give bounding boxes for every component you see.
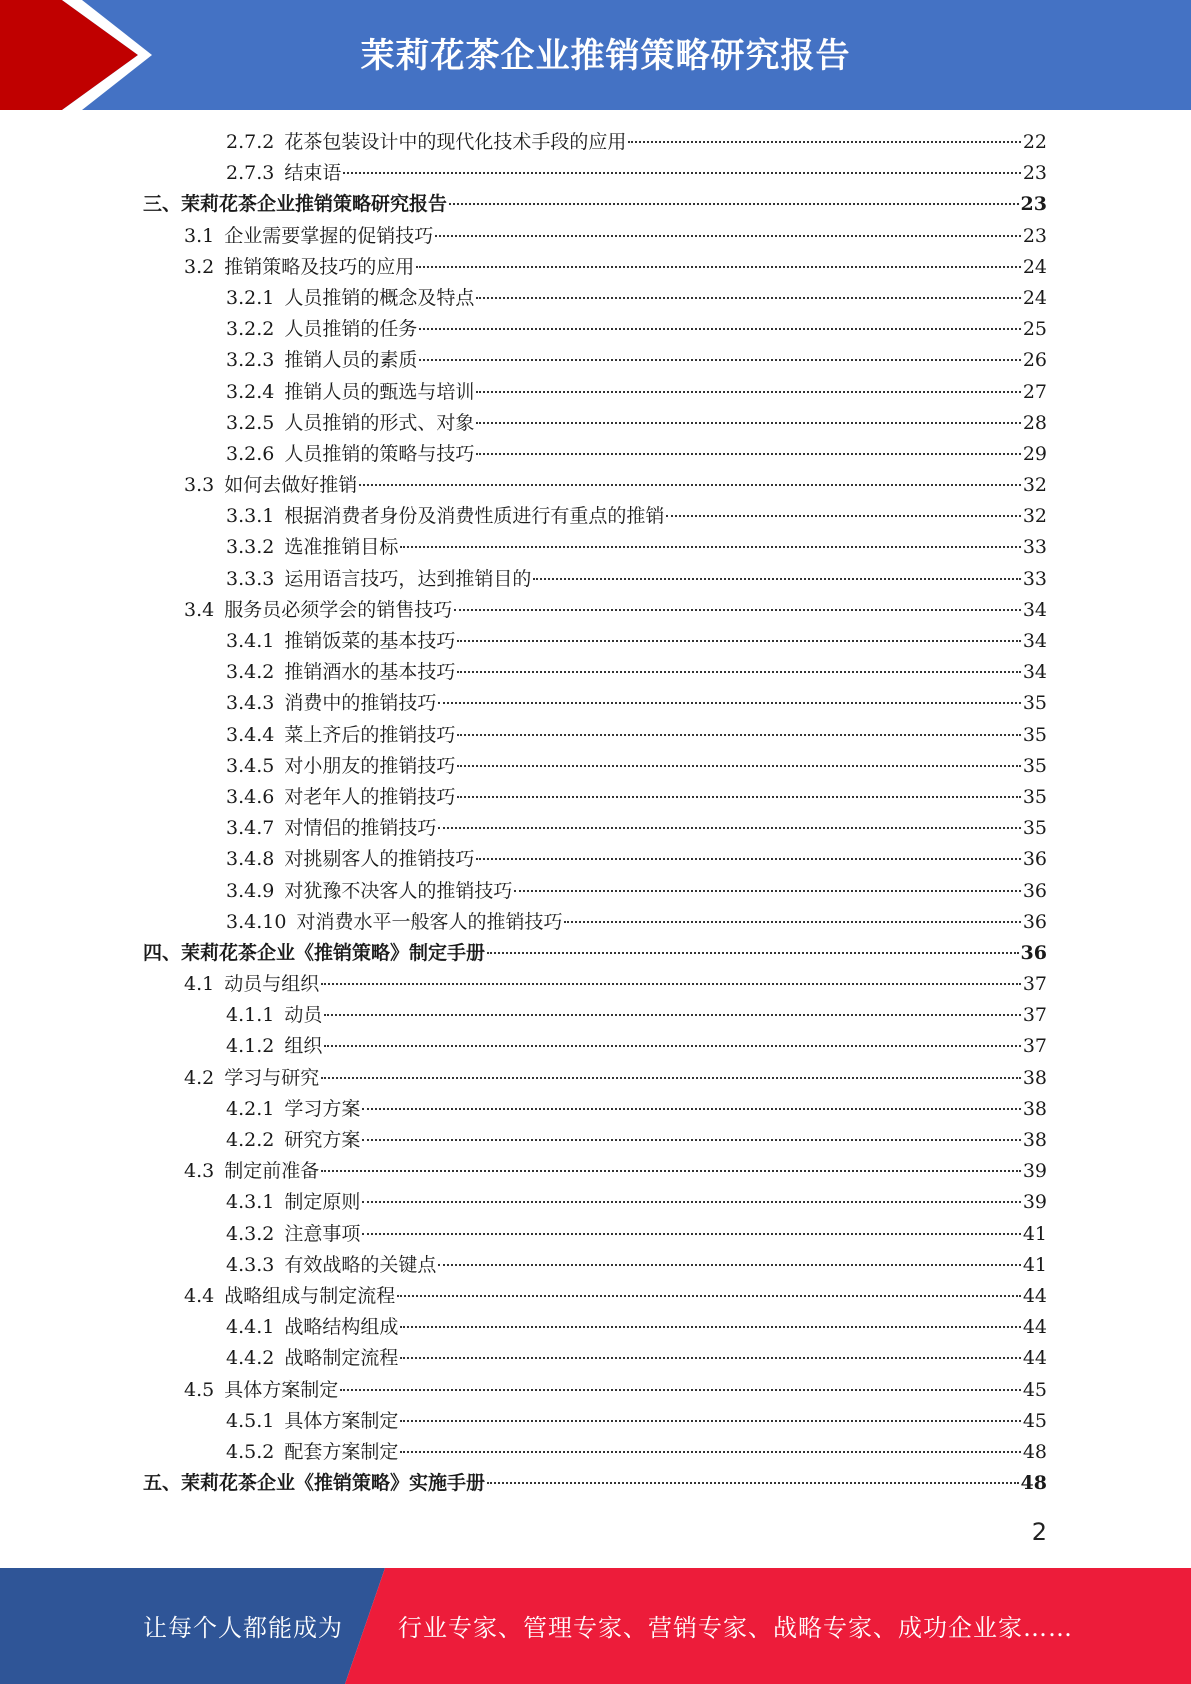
toc-entry-page: 41 [1022,1222,1047,1245]
footer-slogan-right: 行业专家、管理专家、营销专家、战略专家、成功企业家…… [398,1614,1073,1642]
toc-entry-page: 24 [1022,255,1047,278]
toc-entry[interactable] [0,782,1191,813]
toc-entry[interactable] [0,189,1191,220]
toc-dot-leader [476,453,1020,455]
toc-dot-leader [514,890,1020,892]
toc-entry[interactable] [0,657,1191,688]
toc-entry-number: 3.3.1 [226,505,275,528]
toc-entry-page: 35 [1022,754,1047,777]
toc-dot-leader [324,1014,1020,1016]
toc-entry-title: 人员推销的形式、对象 [284,411,475,434]
toc-entry-number: 3.4.7 [226,817,275,840]
toc-entry-number: 3.2.5 [226,411,275,434]
toc-entry-page: 38 [1022,1066,1047,1089]
toc-entry-title: 菜上齐后的推销技巧 [284,723,456,746]
toc-entry[interactable] [0,564,1191,595]
toc-entry-number: 3.2.6 [226,442,275,465]
toc-entry-number: 3.4.9 [226,879,275,902]
toc-entry-number: 3.3 [184,474,215,497]
toc-entry[interactable] [0,314,1191,345]
toc-dot-leader [400,1420,1020,1422]
toc-dot-leader [359,484,1021,486]
toc-entry[interactable] [0,907,1191,938]
toc-entry-page: 36 [1022,879,1047,902]
toc-dot-leader [476,422,1020,424]
toc-entry-page: 35 [1022,785,1047,808]
toc-entry-page: 38 [1022,1097,1047,1120]
toc-entry-page: 26 [1022,349,1047,372]
toc-entry-title: 动员与组织 [224,973,320,996]
toc-entry-number: 3.4.6 [226,785,275,808]
toc-dot-leader [343,172,1020,174]
toc-dot-leader [438,827,1020,829]
toc-entry[interactable] [0,595,1191,626]
toc-entry-title: 选准推销目标 [284,536,399,559]
toc-entry-title: 学习方案 [284,1097,361,1120]
toc-entry-title: 具体方案制定 [224,1378,339,1401]
toc-entry-title: 推销人员的甄选与培训 [284,380,475,403]
toc-entry[interactable] [0,1375,1191,1406]
page-header [0,0,1191,110]
toc-entry-title: 企业需要掌握的促销技巧 [224,224,434,247]
toc-entry-number: 3.4.2 [226,661,275,684]
toc-entry[interactable] [0,345,1191,376]
toc-entry[interactable] [0,1468,1191,1499]
toc-dot-leader [457,734,1020,736]
toc-entry[interactable] [0,938,1191,969]
toc-entry-title: 学习与研究 [224,1066,320,1089]
toc-dot-leader [362,1139,1020,1141]
toc-entry-title: 对小朋友的推销技巧 [284,754,456,777]
toc-entry[interactable] [0,377,1191,408]
toc-entry-page: 33 [1022,536,1047,559]
toc-dot-leader [362,1233,1020,1235]
toc-dot-leader [454,609,1021,611]
toc-entry-title: 制定前准备 [224,1160,320,1183]
toc-entry-number: 4.3.2 [226,1222,275,1245]
toc-entry[interactable] [0,813,1191,844]
toc-entry-page: 37 [1022,973,1047,996]
toc-entry-title: 研究方案 [284,1129,361,1151]
toc-entry-title: 有效战略的关键点 [284,1253,437,1276]
toc-entry-title: 对老年人的推销技巧 [284,785,456,808]
toc-dot-leader [400,546,1020,548]
toc-entry-page: 34 [1022,661,1047,684]
toc-entry-page: 45 [1022,1378,1047,1401]
toc-entry[interactable] [0,1343,1191,1374]
toc-entry-title: 配套方案制定 [284,1440,399,1463]
toc-entry-number: 4.5.2 [226,1440,275,1463]
toc-entry[interactable] [0,1156,1191,1187]
toc-entry-title: 战略组成与制定流程 [224,1284,396,1307]
toc-entry-title: 动员 [284,1004,323,1027]
toc-dot-leader [438,702,1020,704]
page-number: 2 [1031,1518,1047,1546]
toc-entry-title: 消费中的推销技巧 [284,692,437,715]
toc-entry-number: 3.2.1 [226,286,275,309]
toc-entry-number: 2.7.3 [226,162,275,185]
page-footer [0,1568,1191,1684]
toc-entry-number: 4.2 [184,1066,215,1089]
toc-entry-number: 3.2.2 [226,318,275,341]
toc-entry[interactable] [0,1437,1191,1468]
table-of-contents [0,127,1191,1499]
toc-entry-number: 4.1.1 [226,1004,275,1027]
toc-entry-number: 4.2.2 [226,1129,275,1151]
toc-entry[interactable] [0,626,1191,657]
toc-entry-number: 4.4.2 [226,1347,275,1370]
toc-dot-leader [476,391,1020,393]
toc-entry-page: 45 [1022,1409,1047,1432]
toc-entry-title: 注意事项 [284,1222,361,1245]
toc-entry-page: 37 [1022,1004,1047,1027]
toc-entry-title: 具体方案制定 [284,1409,399,1432]
toc-dot-leader [400,1326,1020,1328]
toc-entry-page: 35 [1022,692,1047,715]
toc-entry[interactable] [0,501,1191,532]
toc-entry-page: 34 [1022,598,1047,621]
toc-entry-title: 对消费水平一般客人的推销技巧 [296,910,563,933]
toc-entry-number: 3.4.1 [226,630,275,652]
toc-entry-title: 人员推销的策略与技巧 [284,442,475,465]
toc-entry-number: 3.4.8 [226,848,275,871]
toc-entry-number: 3.4.10 [226,910,287,933]
toc-dot-leader [324,1045,1020,1047]
toc-dot-leader [628,141,1020,143]
toc-entry-title: 人员推销的任务 [284,318,418,341]
toc-entry-title: 人员推销的概念及特点 [284,286,475,309]
toc-entry-title: 对犹豫不决客人的推销技巧 [284,879,513,902]
toc-dot-leader [564,921,1020,923]
toc-dot-leader [457,640,1020,642]
toc-entry-page: 23 [1022,162,1047,185]
toc-dot-leader [397,1295,1021,1297]
toc-entry-number: 2.7.2 [226,131,275,153]
toc-entry-title: 推销人员的素质 [284,349,418,372]
toc-dot-leader [400,1357,1020,1359]
toc-entry-title: 推销饭菜的基本技巧 [284,630,456,652]
toc-entry[interactable] [0,1219,1191,1250]
toc-dot-leader [321,983,1021,985]
toc-entry-title: 对情侣的推销技巧 [284,817,437,840]
toc-entry-number: 4.4 [184,1284,215,1307]
toc-entry-page: 24 [1022,286,1047,309]
toc-dot-leader [666,515,1020,517]
toc-entry[interactable] [0,720,1191,751]
toc-dot-leader [449,203,1019,205]
toc-entry-title: 组织 [284,1035,323,1058]
toc-entry-page: 22 [1022,131,1047,153]
toc-dot-leader [362,1108,1020,1110]
toc-entry-page: 39 [1022,1191,1047,1214]
toc-entry-page: 44 [1022,1284,1047,1307]
toc-dot-leader [487,1482,1019,1484]
toc-entry[interactable] [0,532,1191,563]
toc-entry[interactable] [0,1187,1191,1218]
toc-entry[interactable] [0,751,1191,782]
toc-entry-title: 推销酒水的基本技巧 [284,661,456,684]
toc-entry[interactable] [0,969,1191,1000]
toc-entry-number: 4.3.3 [226,1253,275,1276]
toc-entry-page: 32 [1022,505,1047,528]
toc-entry[interactable] [0,252,1191,283]
toc-entry-page: 35 [1022,723,1047,746]
toc-entry[interactable] [0,283,1191,314]
toc-entry-number: 3.4.5 [226,754,275,777]
toc-entry-page: 37 [1022,1035,1047,1058]
toc-entry-page: 38 [1022,1129,1047,1151]
toc-entry-number: 4.5 [184,1378,215,1401]
toc-entry-page: 48 [1020,1472,1047,1495]
toc-entry-page: 35 [1022,817,1047,840]
toc-entry[interactable] [0,439,1191,470]
toc-entry-page: 44 [1022,1347,1047,1370]
toc-entry-page: 36 [1022,848,1047,871]
toc-entry-number: 3.4.3 [226,692,275,715]
toc-entry-title: 如何去做好推销 [224,474,358,497]
toc-entry-page: 34 [1022,630,1047,652]
toc-dot-leader [400,1451,1020,1453]
toc-entry-page: 36 [1022,910,1047,933]
toc-entry-title: 四、茉莉花茶企业《推销策略》制定手册 [143,941,486,964]
toc-dot-leader [419,359,1020,361]
toc-entry-title: 战略结构组成 [284,1316,399,1339]
toc-entry-title: 五、茉莉花茶企业《推销策略》实施手册 [143,1472,486,1495]
toc-entry[interactable] [0,1125,1191,1156]
header-title: 茉莉花茶企业推销策略研究报告 [360,36,851,76]
toc-entry-page: 28 [1022,411,1047,434]
toc-entry-page: 48 [1022,1440,1047,1463]
toc-entry-number: 4.5.1 [226,1409,275,1432]
toc-entry[interactable] [0,1281,1191,1312]
toc-entry-number: 4.3.1 [226,1191,275,1214]
toc-entry-page: 27 [1022,380,1047,403]
toc-entry-number: 3.3.2 [226,536,275,559]
toc-dot-leader [321,1077,1021,1079]
toc-entry[interactable] [0,1406,1191,1437]
toc-entry-page: 32 [1022,474,1047,497]
toc-dot-leader [416,266,1021,268]
toc-dot-leader [457,671,1020,673]
toc-dot-leader [419,328,1020,330]
toc-entry-page: 36 [1020,941,1047,964]
toc-entry-page: 25 [1022,318,1047,341]
toc-dot-leader [533,578,1020,580]
toc-entry-number: 3.2 [184,255,215,278]
toc-entry-page: 41 [1022,1253,1047,1276]
toc-entry[interactable] [0,1094,1191,1125]
toc-entry-title: 结束语 [284,162,342,185]
toc-dot-leader [362,1201,1020,1203]
toc-entry-title: 花茶包装设计中的现代化技术手段的应用 [284,131,627,153]
toc-entry-number: 3.2.4 [226,380,275,403]
toc-entry[interactable] [0,470,1191,501]
toc-dot-leader [487,952,1019,954]
toc-entry[interactable] [0,1000,1191,1031]
toc-entry-page: 23 [1022,224,1047,247]
toc-entry[interactable] [0,158,1191,189]
toc-entry[interactable] [0,221,1191,252]
toc-entry-number: 3.3.3 [226,567,275,590]
toc-entry-title: 战略制定流程 [284,1347,399,1370]
toc-entry[interactable] [0,1063,1191,1094]
toc-entry-number: 3.4 [184,598,215,621]
toc-entry-title: 制定原则 [284,1191,361,1214]
toc-entry-number: 4.1.2 [226,1035,275,1058]
footer-slogan-left: 让每个人都能成为 [143,1614,343,1642]
toc-entry-page: 39 [1022,1160,1047,1183]
toc-entry-page: 23 [1020,193,1047,216]
toc-entry[interactable] [0,1250,1191,1281]
toc-entry-number: 3.4.4 [226,723,275,746]
toc-entry-title: 运用语言技巧，达到推销目的 [284,567,532,590]
toc-entry-title: 根据消费者身份及消费性质进行有重点的推销 [284,505,665,528]
toc-entry-number: 4.3 [184,1160,215,1183]
toc-entry-number: 4.4.1 [226,1316,275,1339]
toc-entry[interactable] [0,408,1191,439]
toc-dot-leader [476,297,1020,299]
toc-dot-leader [457,796,1020,798]
toc-dot-leader [438,1264,1020,1266]
toc-entry-number: 3.1 [184,224,215,247]
toc-entry[interactable] [0,688,1191,719]
toc-dot-leader [476,858,1020,860]
toc-entry-page: 33 [1022,567,1047,590]
toc-entry-page: 29 [1022,442,1047,465]
toc-entry-page: 44 [1022,1316,1047,1339]
toc-entry-number: 4.2.1 [226,1097,275,1120]
toc-entry[interactable] [0,876,1191,907]
toc-entry-number: 4.1 [184,973,215,996]
toc-dot-leader [321,1170,1021,1172]
toc-dot-leader [457,765,1020,767]
toc-entry-title: 对挑剔客人的推销技巧 [284,848,475,871]
toc-entry[interactable] [0,1312,1191,1343]
toc-dot-leader [435,235,1021,237]
toc-entry[interactable] [0,844,1191,875]
toc-entry[interactable] [0,1031,1191,1062]
toc-entry-title: 推销策略及技巧的应用 [224,255,415,278]
toc-entry-number: 3.2.3 [226,349,275,372]
toc-entry[interactable] [0,127,1191,158]
toc-entry-title: 服务员必须学会的销售技巧 [224,598,453,621]
toc-entry-title: 三、茉莉花茶企业推销策略研究报告 [143,193,448,216]
toc-dot-leader [340,1389,1021,1391]
